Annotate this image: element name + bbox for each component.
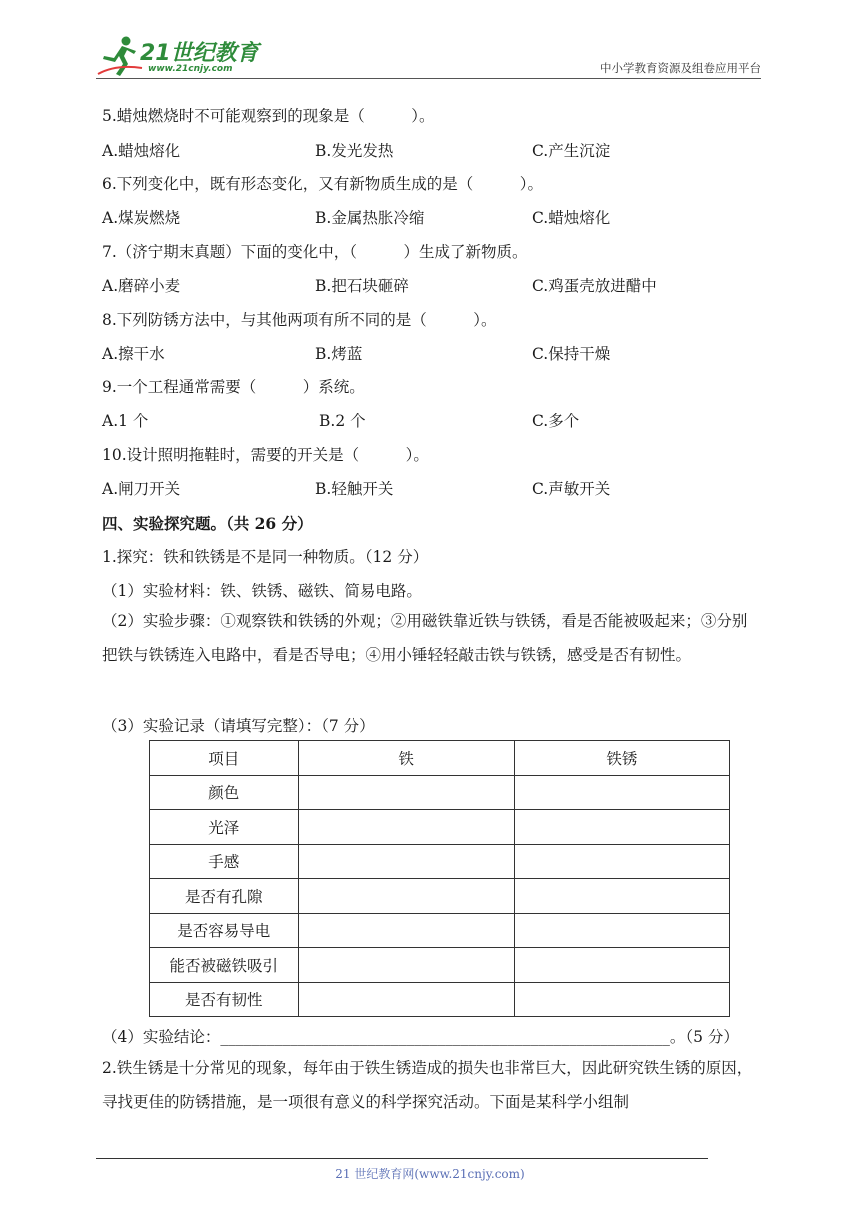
row-label: 光泽 [150,810,299,845]
table-row [150,982,730,1017]
question-6-stem: 6.下列变化中，既有形态变化，又有新物质生成的是（ ）。 [102,175,544,193]
question-8-stem: 8.下列防锈方法中，与其他两项有所不同的是（ ）。 [102,311,497,329]
logo-url: www.21cnjy.com [148,64,233,74]
table-row [150,948,730,983]
question-9-option-a: A.1 个 [102,412,149,430]
table-row [150,844,730,879]
table-header-item: 项目 [150,741,299,776]
question-7-stem: 7.（济宁期末真题）下面的变化中，（ ）生成了新物质。 [102,243,528,261]
question-9-option-c: C.多个 [532,412,580,430]
header-divider [96,78,761,79]
question-5-option-b: B.发光发热 [315,142,394,160]
logo [96,34,296,78]
rust-cell[interactable] [514,775,729,810]
iron-cell[interactable] [298,775,514,810]
table-header-row [150,741,730,776]
question-8-option-b: B.烤蓝 [315,345,363,363]
question-5-stem: 5.蜡烛燃烧时不可能观察到的现象是（ ）。 [102,107,435,125]
question-7-option-c: C.鸡蛋壳放进醋中 [532,277,657,295]
table-row [150,810,730,845]
rust-cell[interactable] [514,948,729,983]
logo-text: 21世纪教育 [140,41,259,66]
iron-cell[interactable] [298,844,514,879]
experiment-conclusion: （4）实验结论：__________________________________________________________。（5 分） [102,1028,739,1046]
question-6-option-b: B.金属热胀冷缩 [315,209,425,227]
question-7-option-a: A.磨碎小麦 [102,277,181,295]
table-header-rust: 铁锈 [514,741,729,776]
iron-cell[interactable] [298,948,514,983]
question-2-text: 2.铁生锈是十分常见的现象，每年由于铁生锈造成的损失也非常巨大，因此研究铁生锈的原因，寻找更佳的防锈措施，是一项很有意义的科学探究活动。下面是某科学小组制 [102,1059,753,1111]
experiment-1-title: 1.探究：铁和铁锈是不是同一种物质。（12 分） [102,548,429,566]
footer-text: 21 世纪教育网(www.21cnjy.com) [335,1167,525,1181]
iron-cell[interactable] [298,913,514,948]
question-10-option-a: A.闸刀开关 [102,480,181,498]
iron-cell[interactable] [298,810,514,845]
table-row [150,879,730,914]
row-label: 是否容易导电 [150,913,299,948]
iron-cell[interactable] [298,879,514,914]
table-row [150,775,730,810]
question-6-option-c: C.蜡烛熔化 [532,209,611,227]
row-label: 是否有孔隙 [150,879,299,914]
runner-logo-icon [96,34,144,78]
question-6-option-a: A.煤炭燃烧 [102,209,181,227]
question-5-option-a: A.蜡烛熔化 [102,142,181,160]
table-header-iron: 铁 [298,741,514,776]
row-label: 是否有韧性 [150,982,299,1017]
question-7-option-b: B.把石块砸碎 [315,277,409,295]
row-label: 颜色 [150,775,299,810]
question-8-option-c: C.保持干燥 [532,345,611,363]
question-10-stem: 10.设计照明拖鞋时，需要的开关是（ ）。 [102,446,429,464]
table-row [150,913,730,948]
question-5-option-c: C.产生沉淀 [532,142,611,160]
record-table [149,740,730,1017]
question-10-option-b: B.轻触开关 [315,480,394,498]
question-10-option-c: C.声敏开关 [532,480,611,498]
experiment-steps: （2）实验步骤：①观察铁和铁锈的外观；②用磁铁靠近铁与铁锈，看是否能被吸起来；③分别把铁与铁锈连入电路中，看是否导电；④用小锤轻轻敲击铁与铁锈，感受是否有韧性。 [102,612,748,664]
rust-cell[interactable] [514,982,729,1017]
row-label: 能否被磁铁吸引 [150,948,299,983]
section-4-title: 四、实验探究题。（共 26 分） [102,514,313,533]
record-label: （3）实验记录（请填写完整）：（7 分） [102,717,375,735]
rust-cell[interactable] [514,810,729,845]
rust-cell[interactable] [514,879,729,914]
page-header [96,30,761,80]
rust-cell[interactable] [514,913,729,948]
experiment-materials: （1）实验材料：铁、铁锈、磁铁、简易电路。 [102,582,422,600]
question-8-option-a: A.擦干水 [102,345,165,363]
rust-cell[interactable] [514,844,729,879]
platform-name: 中小学教育资源及组卷应用平台 [600,61,761,75]
row-label: 手感 [150,844,299,879]
iron-cell[interactable] [298,982,514,1017]
question-9-stem: 9.一个工程通常需要（ ）系统。 [102,378,365,396]
footer-divider [96,1158,708,1159]
question-9-option-b: B.2 个 [319,412,366,430]
